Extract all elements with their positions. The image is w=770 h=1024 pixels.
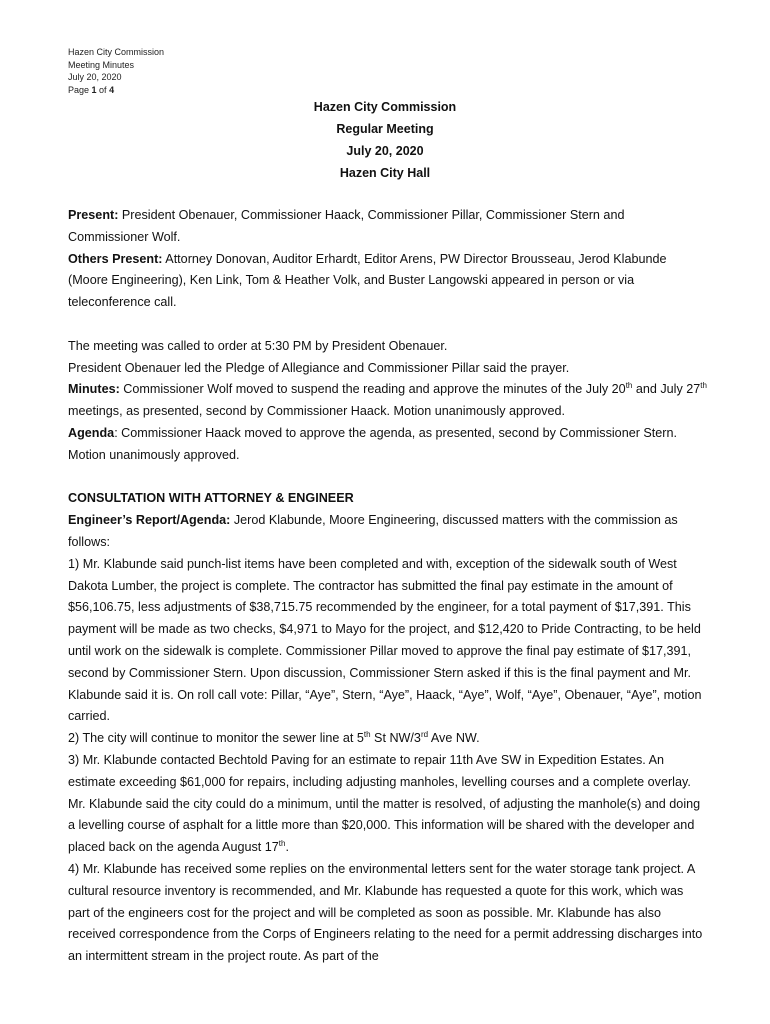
minutes-paragraph <box>68 379 708 423</box>
others-present-paragraph <box>68 249 708 314</box>
others-present-label: Others Present: <box>68 251 163 266</box>
header-org: Hazen City Commission <box>68 47 165 57</box>
item-text: Ave NW. <box>428 731 480 746</box>
item-text: 2) The city will continue to monitor the sewer line at 5 <box>68 731 364 746</box>
spacer <box>68 467 708 489</box>
title-line-1: Hazen City Commission <box>313 100 457 114</box>
ordinal-suffix: th <box>363 730 371 740</box>
header-page-number <box>68 84 164 97</box>
agenda-paragraph <box>68 423 708 467</box>
page-of: of <box>96 84 110 95</box>
present-text: President Obenauer, Commissioner Haack, Commissioner Pillar, Commissioner Stern and Commissioner Wolf. <box>68 208 625 244</box>
item-text: St NW/3 <box>370 731 421 746</box>
page-num: 1 <box>91 84 97 95</box>
present-label: Present: <box>68 208 119 222</box>
page-total: 4 <box>109 84 115 95</box>
minutes-body <box>68 205 708 968</box>
agenda-label: Agenda <box>68 425 115 440</box>
spacer <box>68 314 708 336</box>
item-text: 3) Mr. Klabunde contacted Bechtold Paving for an estimate to repair 11th Ave SW in Expedition Estates. An estimate exceeding $61,000 for repairs, including adjusting manholes, levelling courses and a complete overlay. Mr. Klabunde said the city could do a minimum, until the matter is resolved, of adjusting the manhole(s) and doing a levelling course of asphalt for a little more than $20,000. This information will be shared with the developer and placed back on the agenda August 17 <box>68 752 701 855</box>
present-paragraph <box>68 205 708 249</box>
header-doc-type: Meeting Minutes <box>68 59 135 70</box>
pledge: President Obenauer led the Pledge of Allegiance and Commissioner Pillar said the prayer. <box>68 360 570 375</box>
ordinal-suffix: rd <box>420 730 429 740</box>
ordinal-suffix: th <box>625 381 633 391</box>
page-prefix: Page <box>68 84 92 95</box>
engineer-report-paragraph <box>68 510 708 554</box>
item-text: . <box>285 840 289 855</box>
engineer-report-intro: Jerod Klabunde, Moore Engineering, discussed matters with the commission as follows: <box>68 513 678 549</box>
agenda-text: : Commissioner Haack moved to approve the agenda, as presented, second by Commissioner Stern. Motion unanimously approved. <box>68 425 677 462</box>
report-item-1: 1) Mr. Klabunde said punch-list items have been completed and with, exception of the sidewalk south of West Dakota Lumber, the project is complete. The contractor has submitted the final pay estimate in the amount of $56,106.75, less adjustments of $38,715.75 recommended by the engineer, for a total payment of $17,391. This payment will be made as two checks, $4,971 to Mayo for the project, and $12,420 to Pride Contracting, to be held until work on the sidewalk is complete. Commissioner Pillar moved to approve the final pay estimate of $17,391, second by Commissioner Stern. Upon discussion, Commissioner Stern asked if this is the final payment and Mr. Klabunde said it is. On roll call vote: Pillar, “Aye”, Stern, “Aye”, Haack, “Aye”, Wolf, “Aye”, Obenauer, “Aye”, motion carried. <box>68 556 702 724</box>
minutes-text: and July 27 <box>632 382 701 397</box>
report-item-3 <box>68 750 708 859</box>
minutes-text: Commissioner Wolf moved to suspend the reading and approve the minutes of the July 20 <box>119 382 626 397</box>
ordinal-suffix: th <box>278 839 286 849</box>
document-title <box>0 96 770 184</box>
report-item-2 <box>68 728 708 750</box>
running-header <box>68 46 164 96</box>
call-to-order: The meeting was called to order at 5:30 PM by President Obenauer. <box>68 338 448 353</box>
title-line-4: Hazen City Hall <box>339 166 431 180</box>
report-item-4: 4) Mr. Klabunde has received some replies on the environmental letters sent for the water storage tank project. A cultural resource inventory is recommended, and Mr. Klabunde has requested a quote for this work, which was part of the engineers cost for the project and will be completed as soon as possible. Mr. Klabunde has also received correspondence from the Corps of Engineers relating to the need for a permit addressing discharges into an intermittent stream in the project route. As part of the <box>68 861 703 964</box>
header-date: July 20, 2020 <box>68 72 122 82</box>
title-line-2: Regular Meeting <box>336 122 434 136</box>
title-line-3: July 20, 2020 <box>346 144 424 158</box>
section-heading: CONSULTATION WITH ATTORNEY & ENGINEER <box>68 491 354 506</box>
minutes-text: meetings, as presented, second by Commissioner Haack. Motion unanimously approved. <box>68 404 566 419</box>
others-present-text: Attorney Donovan, Auditor Erhardt, Editor Arens, PW Director Brousseau, Jerod Klabunde (Moore Engineering), Ken Link, Tom & Heather Volk, and Buster Langowski appeared in person or via teleconference call. <box>68 251 667 310</box>
engineer-report-label: Engineer’s Report/Agenda: <box>68 513 231 528</box>
ordinal-suffix: th <box>700 381 707 391</box>
minutes-label: Minutes: <box>68 382 120 397</box>
